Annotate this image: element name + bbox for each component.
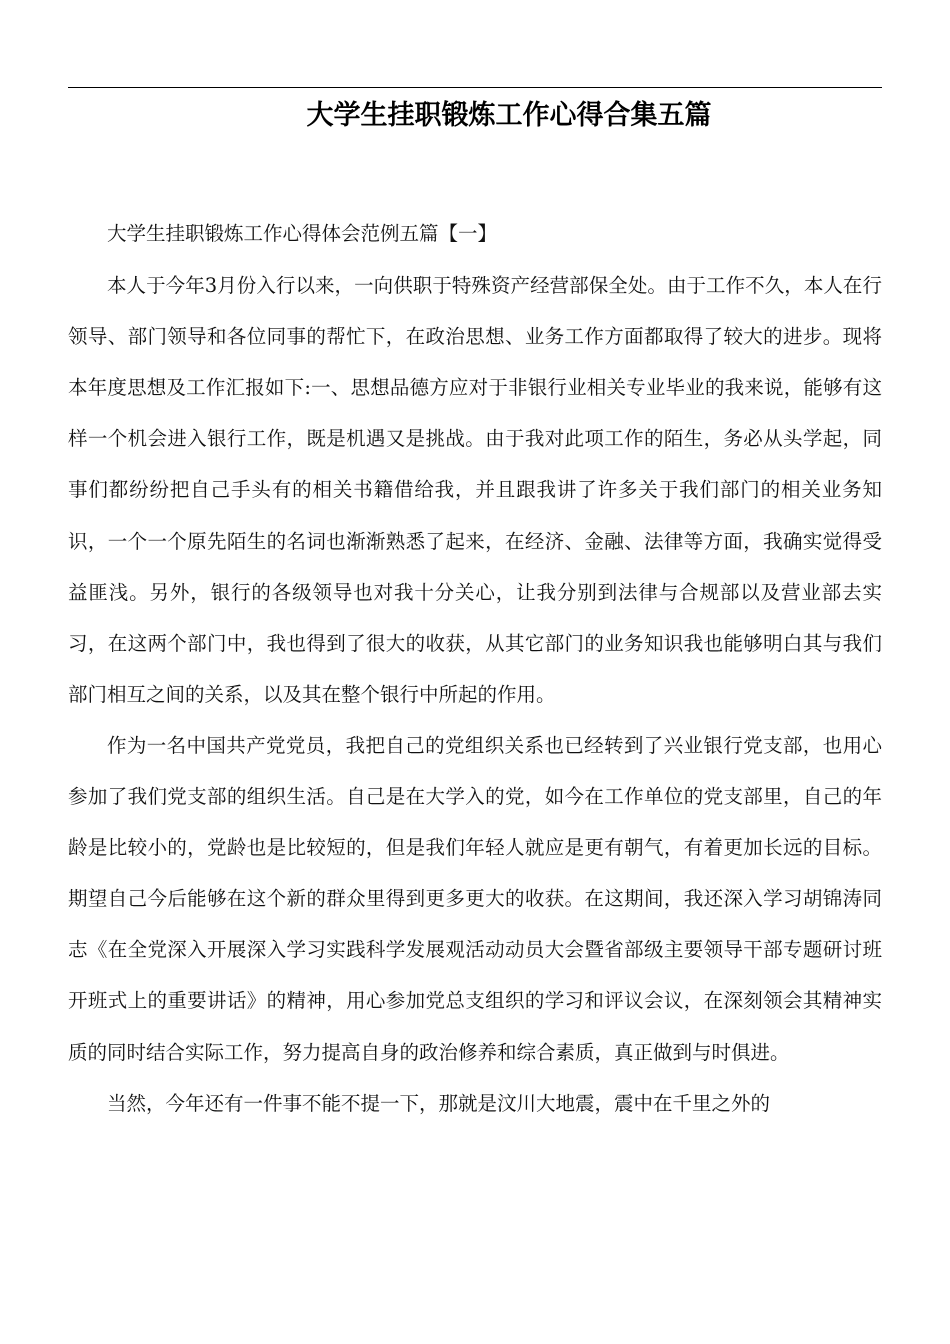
paragraph-3: 当然，今年还有一件事不能不提一下，那就是汶川大地震，震中在千里之外的 (107, 1091, 771, 1115)
section-heading: 大学生挂职锻炼工作心得体会范例五篇【一】 (107, 222, 498, 245)
document-body (68, 208, 882, 1129)
paragraph-2: 作为一名中国共产党党员，我把自己的党组织关系也已经转到了兴业银行党支部，也用心参加了我们党支部的组织生活。自己是在大学入的党，如今在工作单位的党支部里，自己的年龄是比较小的，党龄也是比较短的，但是我们年轻人就应是更有朝气，有着更加长远的目标。期望自己今后能够在这个新的群众里得到更多更大的收获。在这期间，我还深入学习胡锦涛同志《在全党深入开展深入学习实践科学发展观活动动员大会暨省部级主要领导干部专题研讨班开班式上的重要讲话》的精神，用心参加党总支组织的学习和评议会议，在深刻领会其精神实质的同时结合实际工作，努力提高自身的政治修养和综合素质，真正做到与时俱进。 (68, 733, 882, 1064)
header-rule (68, 87, 882, 88)
document-title: 大学生挂职锻炼工作心得合集五篇 (306, 100, 712, 131)
paragraph-1: 本人于今年3月份入行以来，一向供职于特殊资产经营部保全处。由于工作不久，本人在行领导、部门领导和各位同事的帮忙下，在政治思想、业务工作方面都取得了较大的进步。现将本年度思想及工作汇报如下:一、思想品德方应对于非银行业相关专业毕业的我来说，能够有这样一个机会进入银行工作，既是机遇又是挑战。由于我对此项工作的陌生，务必从头学起，同事们都纷纷把自己手头有的相关书籍借给我，并且跟我讲了许多关于我们部门的相关业务知识，一个一个原先陌生的名词也渐渐熟悉了起来，在经济、金融、法律等方面，我确实觉得受益匪浅。另外，银行的各级领导也对我十分关心，让我分别到法律与合规部以及营业部去实习，在这两个部门中，我也得到了很大的收获，从其它部门的业务知识我也能够明白其与我们部门相互之间的关系，以及其在整个银行中所起的作用。 (68, 274, 882, 706)
